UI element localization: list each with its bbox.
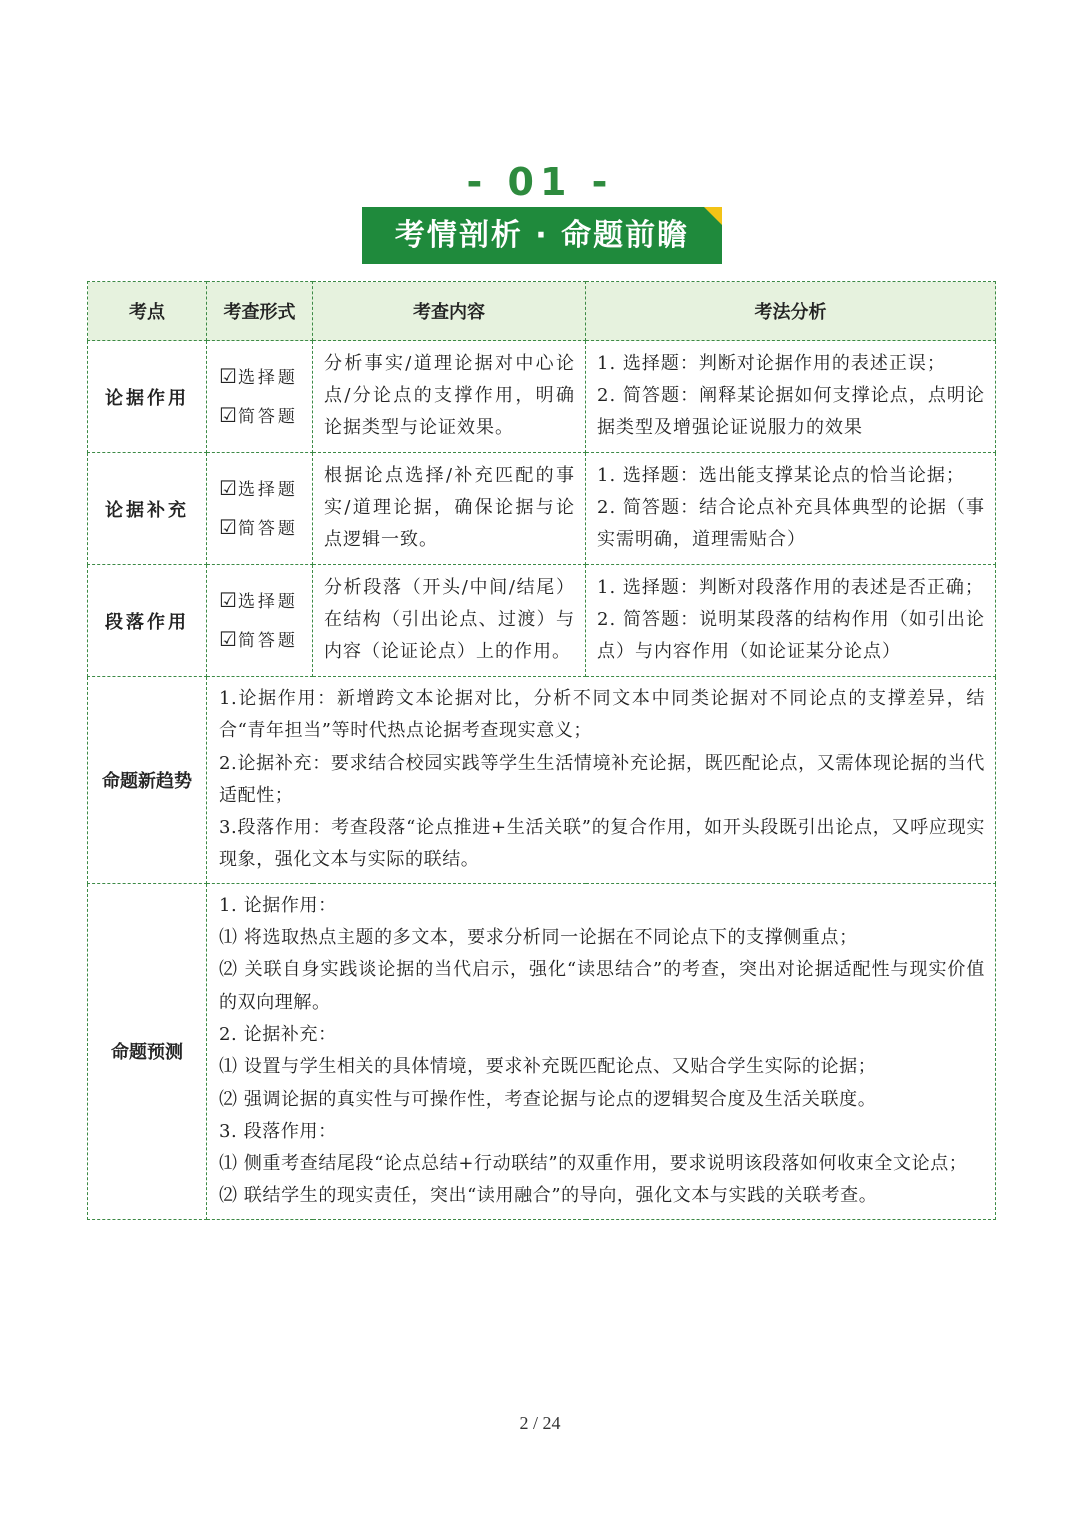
row-content: 分析事实/道理论据对中心论点/分论点的支撑作用，明确论据类型与论证效果。 xyxy=(313,341,586,453)
forecast-line: ⑴ 侧重考查结尾段“论点总结+行动联结”的双重作用，要求说明该段落如何收束全文论点； xyxy=(219,1153,968,1175)
forecast-line: ⑴ 设置与学生相关的具体情境，要求补充既匹配论点、又贴合学生实际的论据； xyxy=(219,1056,877,1078)
analysis-line: 2. 简答题：说明某段落的结构作用（如引出论点）与内容作用（如论证某分论点） xyxy=(597,609,985,662)
analysis-line: 1. 选择题：判断对段落作用的表述是否正确； xyxy=(597,577,984,598)
row-content: 根据论点选择/补充匹配的事实/道理论据，确保论据与论点逻辑一致。 xyxy=(313,453,586,565)
analysis-line: 1. 选择题：选出能支撑某论点的恰当论据； xyxy=(597,465,965,486)
row-content: 分析段落（开头/中间/结尾）在结构（引出论点、过渡）与内容（论证论点）上的作用。 xyxy=(313,565,586,677)
forecast-row xyxy=(88,883,996,1219)
checkbox-checked-icon: ☑ xyxy=(219,363,237,388)
checkbox-checked-icon: ☑ xyxy=(219,626,237,651)
form-label: 选择题 xyxy=(237,367,298,388)
row-point: 段落作用 xyxy=(88,565,207,677)
exam-analysis-table xyxy=(87,281,996,1220)
analysis-line: 2. 简答题：结合论点补充具体典型的论据（事实需明确，道理需贴合） xyxy=(597,497,985,550)
form-label: 简答题 xyxy=(237,518,298,539)
form-option xyxy=(219,621,312,660)
section-title-banner xyxy=(362,207,722,264)
checkbox-checked-icon: ☑ xyxy=(219,514,237,539)
form-label: 选择题 xyxy=(237,591,298,612)
table-header-row xyxy=(88,282,996,341)
row-point: 论据补充 xyxy=(88,453,207,565)
section-title: 考情剖析 · 命题前瞻 xyxy=(394,218,690,253)
row-forms xyxy=(207,453,313,565)
form-option xyxy=(219,397,312,436)
analysis-line: 1. 选择题：判断对论据作用的表述正误； xyxy=(597,353,946,374)
header-point: 考点 xyxy=(88,282,207,341)
form-option xyxy=(219,582,312,621)
form-label: 简答题 xyxy=(237,406,298,427)
trend-line: 2.论据补充：要求结合校园实践等学生生活情境补充论据，既匹配论点，又需体现论据的当代适配性； xyxy=(219,752,985,806)
trend-line: 1.论据作用：新增跨文本论据对比，分析不同文本中同类论据对不同论点的支撑差异，结合“青年担当”等时代热点论据考查现实意义； xyxy=(219,688,985,742)
forecast-line: ⑵ 关联自身实践谈论据的当代启示，强化“读思结合”的考查，突出对论据适配性与现实价值的双向理解。 xyxy=(219,959,985,1013)
checkbox-checked-icon: ☑ xyxy=(219,475,237,500)
checkbox-checked-icon: ☑ xyxy=(219,402,237,427)
forecast-line: 2. 论据补充： xyxy=(219,1023,337,1045)
forecast-line: ⑵ 强调论据的真实性与可操作性，考查论据与论点的逻辑契合度及生活关联度。 xyxy=(219,1088,877,1110)
forecast-line: 3. 段落作用： xyxy=(219,1120,337,1142)
form-option xyxy=(219,509,312,548)
table-row xyxy=(88,565,996,677)
forecast-content xyxy=(207,883,996,1219)
trend-row xyxy=(88,677,996,884)
analysis-line: 2. 简答题：阐释某论据如何支撑论点，点明论据类型及增强论证说服力的效果 xyxy=(597,385,985,438)
row-point: 论据作用 xyxy=(88,341,207,453)
section-number: - 01 - xyxy=(466,160,614,204)
forecast-line: ⑴ 将选取热点主题的多文本，要求分析同一论据在不同论点下的支撑侧重点； xyxy=(219,927,858,949)
form-label: 选择题 xyxy=(237,479,298,500)
row-forms xyxy=(207,341,313,453)
form-option xyxy=(219,358,312,397)
checkbox-checked-icon: ☑ xyxy=(219,587,237,612)
row-analysis xyxy=(586,341,996,453)
trend-content xyxy=(207,677,996,884)
table-row xyxy=(88,453,996,565)
trend-line: 3.段落作用：考查段落“论点推进+生活关联”的复合作用，如开头段既引出论点，又呼应现实现象，强化文本与实际的联结。 xyxy=(219,817,985,871)
header-analysis: 考法分析 xyxy=(586,282,996,341)
page-number: 2 / 24 xyxy=(519,1413,561,1433)
trend-label: 命题新趋势 xyxy=(88,677,207,884)
row-analysis xyxy=(586,453,996,565)
banner-corner-decoration xyxy=(704,207,722,225)
header-content: 考查内容 xyxy=(313,282,586,341)
form-option xyxy=(219,470,312,509)
forecast-line: ⑵ 联结学生的现实责任，突出“读用融合”的导向，强化文本与实践的关联考查。 xyxy=(219,1185,878,1207)
forecast-label: 命题预测 xyxy=(88,883,207,1219)
header-form: 考查形式 xyxy=(207,282,313,341)
forecast-line: 1. 论据作用： xyxy=(219,894,337,916)
row-forms xyxy=(207,565,313,677)
row-analysis xyxy=(586,565,996,677)
table-row xyxy=(88,341,996,453)
form-label: 简答题 xyxy=(237,630,298,651)
